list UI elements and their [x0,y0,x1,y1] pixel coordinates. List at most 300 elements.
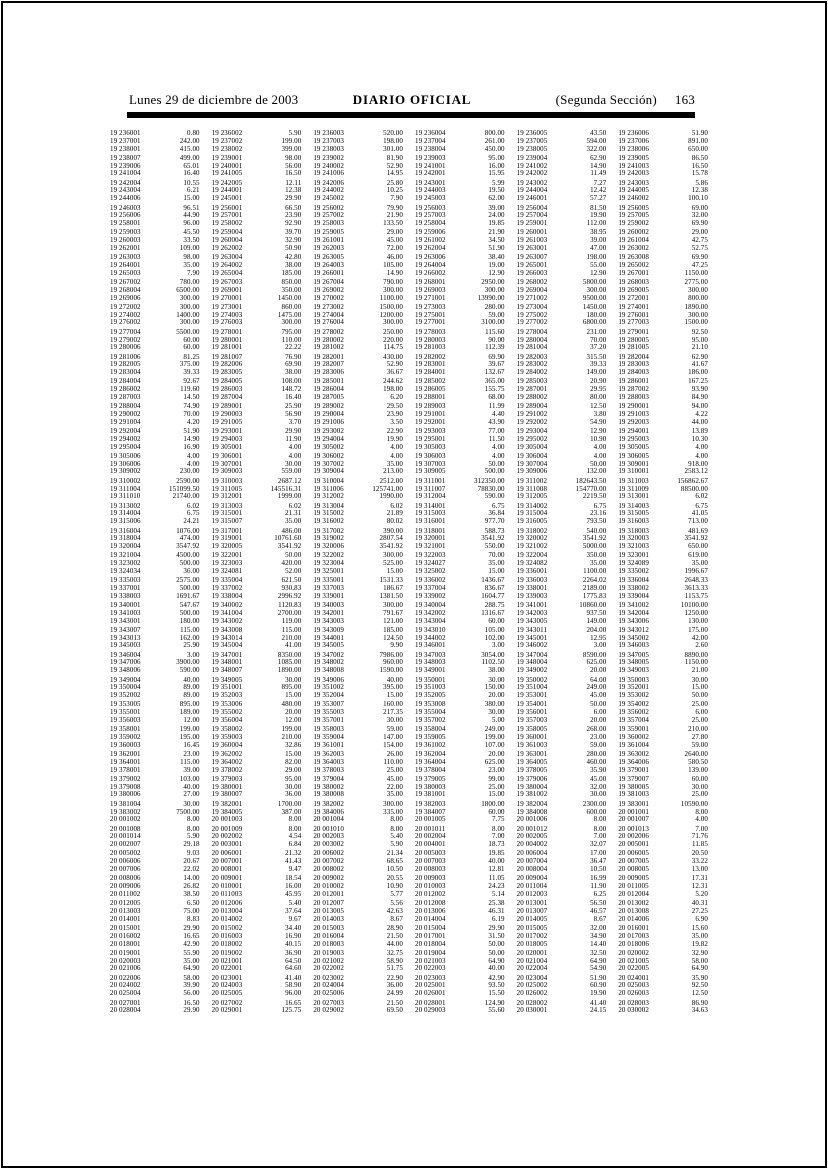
entry-code: 20 001002 [110,815,141,824]
entry-value: 34.63 [691,1006,708,1015]
entry-code: 19 380001 [211,782,243,791]
tariff-entry [313,618,403,626]
entry-value: 59.00 [386,725,403,734]
entry-value: 39.33 [183,368,200,377]
entry-code: 19 347002 [313,650,344,659]
entry-value: 5800.00 [582,278,607,287]
entry-value: 261.00 [484,136,505,145]
entry-code: 19 282002 [414,352,446,361]
entry-value: 2.60 [695,641,708,650]
tariff-entry [313,816,403,824]
entry-value: 4.54 [288,832,302,841]
entry-value: 82.00 [285,757,302,766]
entry-code: 19 381001 [414,790,446,799]
entry-value: 45.50 [183,228,200,237]
tariff-entry [110,444,200,452]
entry-code: 19 381003 [618,790,649,799]
entry-value: 10.30 [691,434,708,443]
entry-value: 36.00 [386,981,403,990]
entry-value: 9500.00 [582,293,607,302]
entry-code: 19 272002 [110,302,141,311]
entry-value: 52.75 [691,243,708,252]
tariff-entry [212,891,302,899]
entry-code: 19 305004 [516,442,548,451]
entry-value: 145516.31 [270,484,302,493]
entry-value: 119.60 [180,385,200,394]
tariff-entry [517,916,607,924]
tariff-entry [212,468,302,476]
entry-value: 300.00 [484,285,505,294]
entry-value: 474.00 [179,534,200,543]
entry-value: 3.00 [593,641,607,650]
entry-code: 19 286004 [313,385,344,394]
entry-code: 19 260003 [110,236,141,245]
entry-code: 19 359002 [110,733,141,741]
entry-value: 58.90 [285,981,302,990]
tariff-entry [110,493,200,501]
entry-value: 21.50 [386,998,403,1007]
entry-code: 19 285001 [313,377,344,386]
entry-code: 19 286001 [618,377,649,386]
entry-code: 19 259001 [516,219,548,228]
entry-code: 19 312004 [414,492,446,501]
tariff-entry [110,568,200,576]
entry-code: 19 315004 [516,509,548,518]
entry-value: 119.00 [281,616,302,625]
entry-value: 23.00 [488,765,505,774]
entry-code: 19 256005 [618,203,649,212]
entry-code: 20 007002 [313,857,344,866]
entry-code: 20 016003 [211,931,243,940]
entry-value: 30.00 [386,715,403,724]
entry-value: 4.00 [390,451,403,460]
entry-code: 19 360002 [618,733,649,741]
entry-code: 20 019001 [110,948,141,957]
header-section: (Segunda Sección) [555,92,657,107]
entry-value: 35.00 [183,260,200,269]
tariff-entry [618,593,708,601]
entry-value: 7.27 [593,178,607,187]
entry-code: 19 337003 [313,583,344,592]
entry-code: 19 380002 [313,782,344,791]
tariff-entry [415,767,505,775]
entry-value: 58.00 [183,973,200,982]
entry-code: 19 292001 [414,417,446,426]
entry-code: 20 019003 [313,948,344,957]
entry-code: 19 338001 [516,583,548,592]
entry-value: 1800.00 [481,799,505,808]
entry-code: 19 277003 [618,318,649,327]
entry-code: 19 361002 [414,740,446,749]
entry-value: 2264.02 [582,576,607,585]
entry-value: 7986.00 [379,650,403,659]
entry-value: 78830.00 [477,484,505,493]
entry-value: 16.90 [285,931,302,940]
tariff-entry [212,518,302,526]
entry-value: 6.19 [492,914,505,923]
entry-value: 60.00 [183,335,200,344]
entry-value: 5.40 [390,832,403,841]
entry-value: 10761.60 [274,534,302,543]
entry-value: 21.00 [691,666,708,675]
entry-value: 322.00 [586,144,607,153]
entry-value: 24.21 [183,517,200,526]
entry-value: 41.05 [691,509,708,518]
entry-value: 198.00 [586,253,607,262]
entry-code: 19 379003 [211,774,243,783]
tariff-entry [618,394,708,402]
entry-code: 20 001011 [414,824,446,833]
entry-code: 19 307003 [414,459,446,468]
entry-code: 19 283004 [110,368,141,377]
entry-code: 19 306006 [110,459,141,468]
entry-code: 19 243001 [414,178,446,187]
tariff-entry [618,444,708,452]
entry-value: 0.80 [187,129,200,137]
entry-code: 19 347003 [414,650,446,659]
entry-code: 20 006002 [313,849,344,858]
entry-value: 40.15 [285,939,302,948]
entry-value: 19.90 [386,434,403,443]
entry-value: 50.90 [285,243,302,252]
tariff-entry [313,468,403,476]
tariff-entry [212,369,302,377]
entry-code: 19 268001 [414,278,446,287]
entry-value: 15.00 [386,691,403,700]
entry-value: 186.00 [688,368,708,377]
entry-value: 55.90 [183,948,200,957]
entry-value: 45.00 [590,691,607,700]
tariff-entry [517,990,607,998]
entry-code: 19 282001 [313,352,344,361]
entry-code: 19 283001 [414,360,446,369]
entry-code: 19 282007 [313,360,344,369]
entry-value: 9.47 [288,864,302,873]
entry-value: 9.90 [390,641,403,650]
entry-code: 20 013005 [313,906,344,915]
entry-value: 8890.00 [684,650,708,659]
entry-value: 15.60 [691,924,708,932]
entry-value: 1200.00 [379,310,403,319]
entry-value: 1316.67 [481,608,505,617]
entry-code: 19 343002 [211,616,243,625]
entry-value: 112.00 [586,219,607,228]
tariff-entry [618,841,708,849]
tariff-entry [313,767,403,775]
entry-code: 20 005002 [110,849,141,858]
tariff-entry [110,220,200,228]
entry-code: 20 017002 [516,931,548,940]
entry-code: 19 340004 [414,601,446,610]
tariff-entry [110,295,200,303]
entry-value: 81.90 [386,153,403,162]
entry-code: 19 339002 [414,591,446,600]
entry-code: 20 017003 [618,931,649,940]
entry-value: 800.00 [688,293,708,302]
tariff-entry [415,419,505,427]
entry-code: 19 261003 [516,236,548,245]
tariff-entry [415,891,505,899]
entry-code: 19 306003 [414,451,446,460]
entry-code: 19 242003 [618,169,649,178]
entry-value: 95.00 [488,153,505,162]
entry-value: 43.50 [590,129,607,137]
entry-code: 19 283003 [618,360,649,369]
entry-value: 133.50 [383,219,403,228]
entry-value: 288.75 [484,601,505,610]
entry-code: 19 347005 [618,650,649,659]
entry-value: 37.20 [590,343,607,352]
entry-value: 11.90 [285,434,302,443]
entry-code: 19 320003 [618,534,649,543]
tariff-entry [212,816,302,824]
entry-value: 30.00 [590,790,607,799]
entry-value: 30.00 [691,782,708,791]
tariff-entry [618,692,708,700]
entry-value: 4.00 [288,451,302,460]
entry-value: 35.00 [285,517,302,526]
entry-code: 19 380008 [313,790,344,799]
entry-value: 8.00 [593,815,607,824]
entry-value: 10.90 [386,882,403,891]
entry-value: 5.90 [390,840,403,849]
entry-code: 20 028002 [516,998,548,1007]
entry-code: 20 001006 [516,815,548,824]
entry-code: 19 315001 [211,509,243,518]
entry-value: 95.00 [285,774,302,783]
header-right [471,92,695,108]
entry-code: 20 008003 [414,864,446,873]
entry-code: 20 016004 [313,931,344,940]
entry-code: 20 012007 [313,899,344,908]
tariff-entry [313,270,403,278]
entry-code: 20 003002 [313,840,344,849]
entry-value: 185.00 [383,625,403,634]
entry-value: 40.00 [183,782,200,791]
entry-value: 24.99 [386,989,403,998]
entry-code: 19 348006 [110,666,141,675]
entry-code: 19 239005 [618,153,649,162]
entry-code: 19 343008 [211,625,243,634]
entry-code: 20 008006 [110,874,141,883]
entry-value: 625.00 [484,757,505,766]
entry-value: 8.00 [288,815,302,824]
entry-code: 19 236004 [414,129,446,137]
entry-value: 12.90 [590,427,607,436]
entry-code: 20 009003 [414,874,446,883]
tariff-entry [313,419,403,427]
entry-value: 420.00 [281,559,302,568]
entry-code: 19 289001 [211,402,243,411]
entry-code: 19 259002 [618,219,649,228]
entry-value: 20.00 [590,666,607,675]
tariff-entry [415,692,505,700]
entry-value: 64.90 [691,964,708,973]
entry-value: 94.00 [691,402,708,411]
entry-code: 20 022006 [110,973,141,982]
entry-value: 6.75 [187,509,200,518]
entry-value: 300.00 [281,318,302,327]
entry-code: 19 244002 [313,186,344,195]
entry-value: 102.00 [484,633,505,642]
entry-code: 19 274002 [110,310,141,319]
entry-value: 32.00 [590,924,607,932]
entry-value: 22.90 [386,973,403,982]
entry-code: 19 267004 [313,278,344,287]
entry-code: 19 349002 [516,666,548,675]
entry-code: 19 341003 [110,608,141,617]
entry-code: 19 284005 [211,377,243,386]
entry-value: 2575.00 [176,576,200,585]
entry-code: 19 267003 [211,278,243,287]
entry-code: 19 242006 [313,178,344,187]
entry-value: 103.00 [179,774,200,783]
entry-code: 19 360001 [516,733,548,741]
entry-code: 19 274003 [211,310,243,319]
entry-value: 69.00 [691,203,708,212]
entry-value: 249.00 [586,683,607,692]
entry-code: 20 001003 [211,815,243,824]
entry-value: 41.40 [285,973,302,982]
entry-code: 19 295002 [516,434,548,443]
entry-value: 32.50 [590,948,607,957]
entry-value: 147.00 [383,733,403,741]
entry-code: 20 027002 [211,998,243,1007]
entry-code: 19 348007 [211,666,243,675]
entry-value: 105.00 [383,260,403,269]
entry-code: 19 315005 [618,509,649,518]
entry-value: 11.49 [590,169,607,178]
entry-code: 20 005003 [414,849,446,858]
entry-code: 19 241002 [516,161,548,170]
entry-value: 10.50 [590,864,607,873]
entry-value: 29.18 [183,840,200,849]
entry-code: 19 384008 [516,807,548,816]
entry-code: 19 261004 [618,236,649,245]
entry-value: 20.00 [488,750,505,759]
entry-code: 19 236001 [110,129,141,137]
tariff-entry [517,742,607,750]
entry-code: 20 001001 [618,807,649,816]
entry-code: 19 348008 [313,666,344,675]
entry-value: 590.00 [179,666,200,675]
entry-value: 850.00 [281,278,302,287]
entry-value: 149.00 [586,616,607,625]
entry-code: 19 238001 [110,144,141,153]
entry-value: 55.60 [488,1006,505,1015]
entry-value: 155.75 [484,385,505,394]
entry-code: 19 379001 [618,765,649,774]
entry-code: 19 339001 [313,591,344,600]
entry-code: 19 245002 [313,194,344,203]
entry-value: 108.00 [281,377,302,386]
entry-code: 20 021001 [211,956,243,965]
entry-value: 69.90 [285,360,302,369]
entry-value: 13.89 [691,427,708,436]
entry-code: 20 028003 [618,998,649,1007]
entry-code: 19 306005 [618,451,649,460]
entry-value: 3.00 [187,650,200,659]
entry-code: 19 344001 [313,633,344,642]
entry-code: 19 324034 [110,566,141,575]
entry-value: 500.00 [179,559,200,568]
entry-code: 19 244003 [414,186,446,195]
entry-value: 350.00 [586,551,607,560]
entry-value: 33.22 [691,857,708,866]
entry-code: 19 278001 [211,327,243,336]
entry-value: 32.75 [386,948,403,957]
tariff-entry [415,593,505,601]
entry-value: 1999.00 [277,492,302,501]
tariff-entry [415,791,505,799]
entry-value: 1890.00 [277,666,302,675]
entry-code: 19 262003 [313,243,344,252]
entry-value: 35.00 [691,931,708,940]
entry-code: 20 021002 [313,956,344,965]
entry-value: 1436.67 [481,576,505,585]
entry-code: 19 324082 [516,559,548,568]
tariff-entry [110,717,200,725]
entry-code: 19 237004 [414,136,446,145]
entry-code: 19 357001 [313,715,344,724]
entry-value: 2807.54 [379,534,403,543]
tariff-entry [212,841,302,849]
entry-value: 23.00 [590,733,607,741]
entry-code: 19 379004 [313,774,344,783]
entry-value: 35.00 [488,559,505,568]
entry-value: 12.38 [691,186,708,195]
tariff-entry [212,642,302,650]
entry-value: 22.90 [386,427,403,436]
entry-value: 210.00 [688,725,708,734]
entry-code: 20 024002 [110,981,141,990]
entry-value: 36.84 [488,509,505,518]
entry-value: 1604.77 [481,591,505,600]
entry-value: 60.00 [183,343,200,352]
tariff-entry [618,791,708,799]
entry-code: 19 288003 [618,392,649,401]
entry-code: 19 245001 [211,194,243,203]
entry-value: 40.00 [386,675,403,684]
entry-code: 19 281005 [618,343,649,352]
entry-value: 57.27 [590,194,607,203]
tariff-entry [212,965,302,973]
entry-code: 19 259005 [313,228,344,237]
entry-code: 19 276001 [618,310,649,319]
entry-value: 5.56 [390,899,403,908]
entry-value: 430.00 [383,352,403,361]
entry-value: 1381.50 [379,591,403,600]
entry-value: 15.00 [488,566,505,575]
entry-value: 22.00 [386,782,403,791]
entry-code: 20 001004 [313,815,344,824]
entry-code: 19 278002 [313,327,344,336]
entry-code: 19 335002 [618,566,649,575]
entry-value: 791.67 [383,608,403,617]
entry-code: 19 325002 [414,566,446,575]
entry-code: 19 382002 [313,799,344,808]
entry-value: 713.00 [688,517,708,526]
entry-value: 51.90 [590,973,607,982]
entry-value: 52.00 [285,566,302,575]
entry-code: 19 338003 [110,591,141,600]
entry-value: 415.00 [179,144,200,153]
entry-code: 19 363002 [618,750,649,759]
entry-code: 20 024003 [211,981,243,990]
entry-code: 20 014003 [313,914,344,923]
tariff-entry [212,419,302,427]
entry-value: 15.00 [285,750,302,759]
